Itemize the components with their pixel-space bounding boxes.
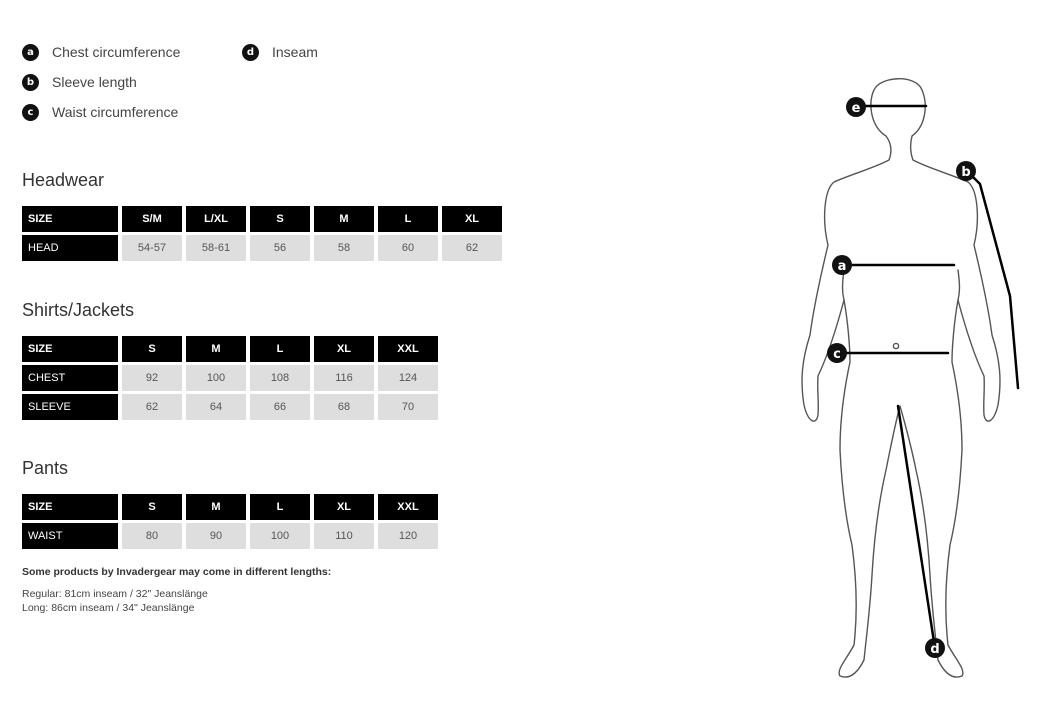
value-cell: 58 [314, 235, 374, 261]
legend-badge-b: b [22, 74, 39, 91]
badge-e-icon [846, 97, 866, 117]
value-cell: 80 [122, 523, 182, 549]
header-cell: L [378, 206, 438, 232]
value-cell: 124 [378, 365, 438, 391]
legend-item-waist [22, 100, 178, 124]
header-cell: XL [314, 494, 374, 520]
row-label: CHEST [22, 365, 118, 391]
legend-badge-c: c [22, 104, 39, 121]
row-label: WAIST [22, 523, 118, 549]
header-cell: L [250, 336, 310, 362]
row-label: HEAD [22, 235, 118, 261]
headwear-title: Headwear [22, 170, 105, 190]
body-measurement-figure [780, 70, 1040, 695]
svg-text:c: c [833, 347, 841, 362]
badge-b-icon [956, 161, 976, 181]
value-cell: 56 [250, 235, 310, 261]
measurement-legend [22, 40, 382, 130]
value-cell: 90 [186, 523, 246, 549]
svg-text:e: e [851, 101, 861, 116]
header-cell: S [122, 494, 182, 520]
value-cell: 64 [186, 394, 246, 420]
body-outline-diagram [780, 70, 1040, 695]
legend-label-chest: Chest circumference [52, 44, 181, 60]
row-label: SLEEVE [22, 394, 118, 420]
lengths-note-heading: Some products by Invadergear may come in different lengths: [22, 566, 332, 578]
legend-label-waist: Waist circumference [52, 104, 179, 120]
table-row [22, 394, 438, 420]
badge-c-icon [827, 343, 847, 363]
header-cell: SIZE [22, 494, 118, 520]
table-row [22, 365, 438, 391]
legend-badge-d: d [242, 44, 259, 61]
header-cell: M [186, 336, 246, 362]
header-cell: L/XL [186, 206, 246, 232]
table-header-row [22, 494, 438, 520]
pants-title: Pants [22, 458, 69, 478]
legend-item-chest [22, 40, 180, 64]
header-cell: SIZE [22, 336, 118, 362]
value-cell: 100 [186, 365, 246, 391]
table-row [22, 235, 502, 261]
value-cell: 100 [250, 523, 310, 549]
header-cell: XL [314, 336, 374, 362]
legend-item-sleeve [22, 70, 137, 94]
svg-text:d: d [930, 642, 940, 657]
value-cell: 92 [122, 365, 182, 391]
header-cell: S/M [122, 206, 182, 232]
right-arm-inner-line [958, 270, 960, 300]
badge-a-icon [832, 255, 852, 275]
pants-table [18, 491, 442, 552]
header-cell: M [314, 206, 374, 232]
table-header-row [22, 336, 438, 362]
value-cell: 60 [378, 235, 438, 261]
header-cell: L [250, 494, 310, 520]
value-cell: 58-61 [186, 235, 246, 261]
header-cell: S [122, 336, 182, 362]
svg-text:a: a [837, 259, 847, 274]
value-cell: 68 [314, 394, 374, 420]
legend-label-inseam: Inseam [272, 44, 318, 60]
table-row [22, 523, 438, 549]
header-cell: S [250, 206, 310, 232]
header-cell: XXL [378, 494, 438, 520]
legend-badge-a: a [22, 44, 39, 61]
badge-d-icon [925, 638, 945, 658]
lengths-note-long: Long: 86cm inseam / 34" Jeanslänge [22, 602, 195, 614]
value-cell: 66 [250, 394, 310, 420]
header-cell: XXL [378, 336, 438, 362]
table-header-row [22, 206, 502, 232]
inseam-measure-line [898, 406, 934, 642]
value-cell: 120 [378, 523, 438, 549]
navel-mark [893, 343, 898, 348]
legend-label-sleeve: Sleeve length [52, 74, 137, 90]
headwear-table [18, 203, 506, 264]
header-cell: M [186, 494, 246, 520]
header-cell: SIZE [22, 206, 118, 232]
value-cell: 110 [314, 523, 374, 549]
value-cell: 70 [378, 394, 438, 420]
shirts-table [18, 333, 442, 423]
lengths-note-regular: Regular: 81cm inseam / 32" Jeanslänge [22, 588, 208, 600]
header-cell: XL [442, 206, 502, 232]
svg-text:b: b [961, 165, 971, 180]
value-cell: 108 [250, 365, 310, 391]
value-cell: 116 [314, 365, 374, 391]
value-cell: 62 [122, 394, 182, 420]
legend-item-inseam [242, 40, 318, 64]
shirts-title: Shirts/Jackets [22, 300, 135, 320]
value-cell: 54-57 [122, 235, 182, 261]
value-cell: 62 [442, 235, 502, 261]
